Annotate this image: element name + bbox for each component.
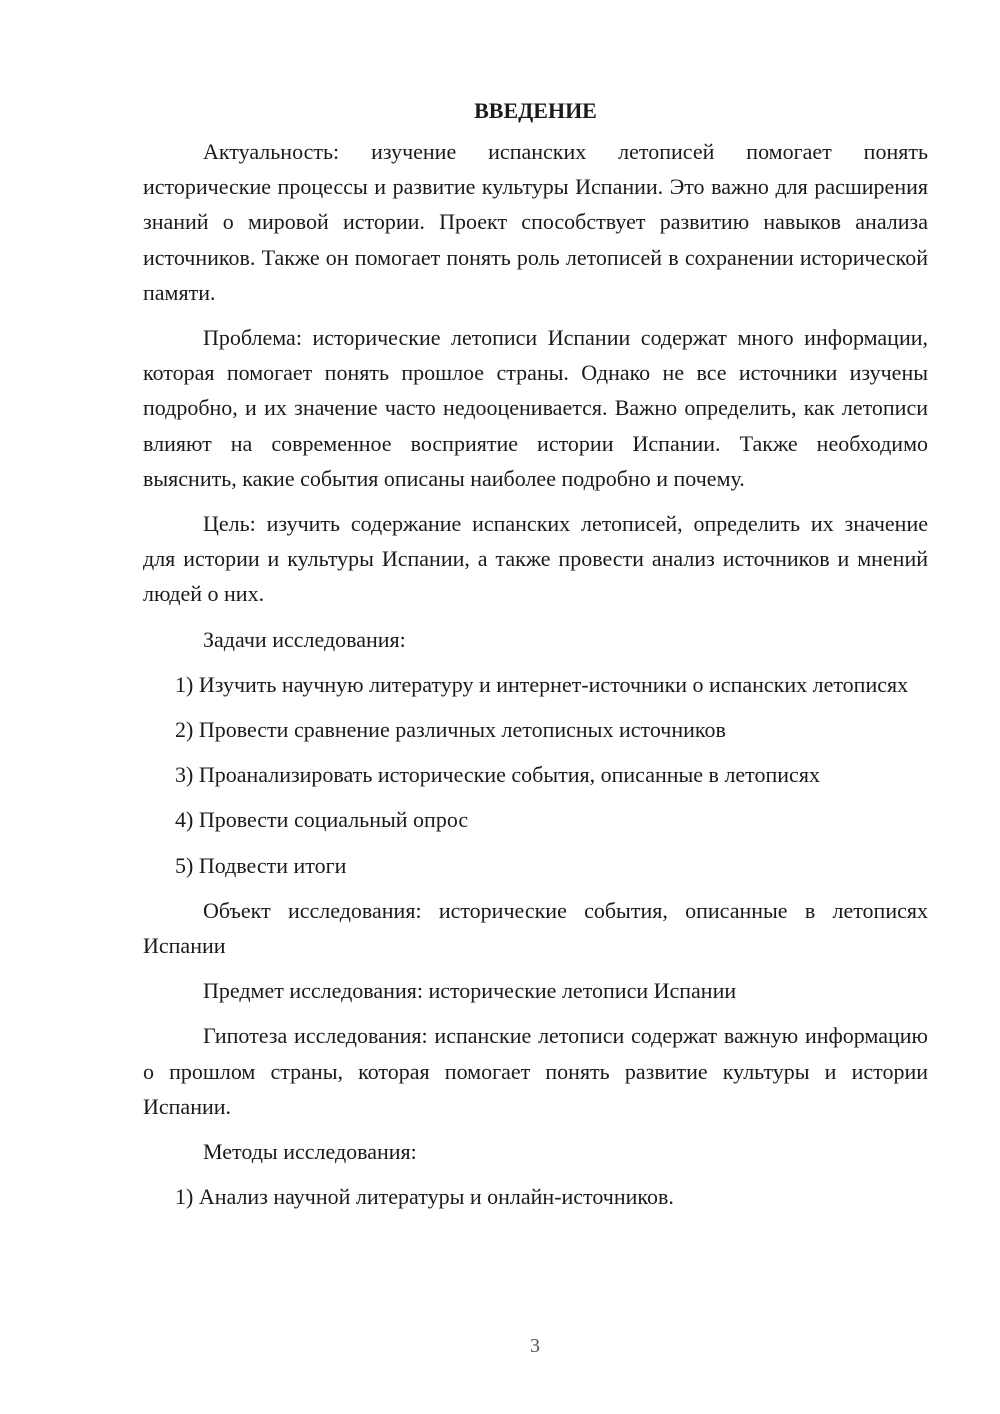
page-number: 3 bbox=[530, 1335, 540, 1357]
object-paragraph: Объект исследования: исторические события, описанные в летописях Испании bbox=[143, 897, 928, 959]
method-item-1: 1) Анализ научной литературы и онлайн-источников. bbox=[175, 1184, 674, 1210]
hypothesis-paragraph: Гипотеза исследования: испанские летописи содержат важную информацию о прошлом страны, которая помогает понять развитие культуры и истории Испании. bbox=[143, 1023, 928, 1119]
subject-paragraph: Предмет исследования: исторические летописи Испании bbox=[203, 978, 737, 1004]
problem-paragraph: Проблема: исторические летописи Испании содержат много информации, которая помогает понять прошлое страны. Однако не все источники изучены подробно, и их значение часто недооценивается. Важно определить, как летописи влияют на современное восприятие истории Испании. Также необходимо выяснить, какие события описаны наиболее подробно и почему. bbox=[143, 325, 928, 491]
task-item-3: 3) Проанализировать исторические события, описанные в летописях bbox=[175, 762, 820, 788]
task-item-5: 5) Подвести итоги bbox=[175, 852, 347, 878]
page-content bbox=[143, 93, 928, 1224]
task-item-4: 4) Провести социальный опрос bbox=[175, 807, 469, 833]
relevance-paragraph: Актуальность: изучение испанских летописей помогает понять исторические процессы и развитие культуры Испании. Это важно для расширения знаний о мировой истории. Проект способствует развитию навыков анализа источников. Также он помогает понять роль летописей в сохранении исторической памяти. bbox=[143, 139, 928, 305]
tasks-title: Задачи исследования: bbox=[203, 626, 406, 652]
section-heading: ВВЕДЕНИЕ bbox=[474, 98, 597, 123]
methods-title: Методы исследования: bbox=[203, 1139, 417, 1165]
task-item-2: 2) Провести сравнение различных летописных источников bbox=[175, 717, 726, 743]
task-item-1: 1) Изучить научную литературу и интернет-источники о испанских летописях bbox=[175, 671, 909, 697]
goal-paragraph: Цель: изучить содержание испанских летописей, определить их значение для истории и культуры Испании, а также провести анализ источников и мнений людей о них. bbox=[143, 511, 928, 607]
